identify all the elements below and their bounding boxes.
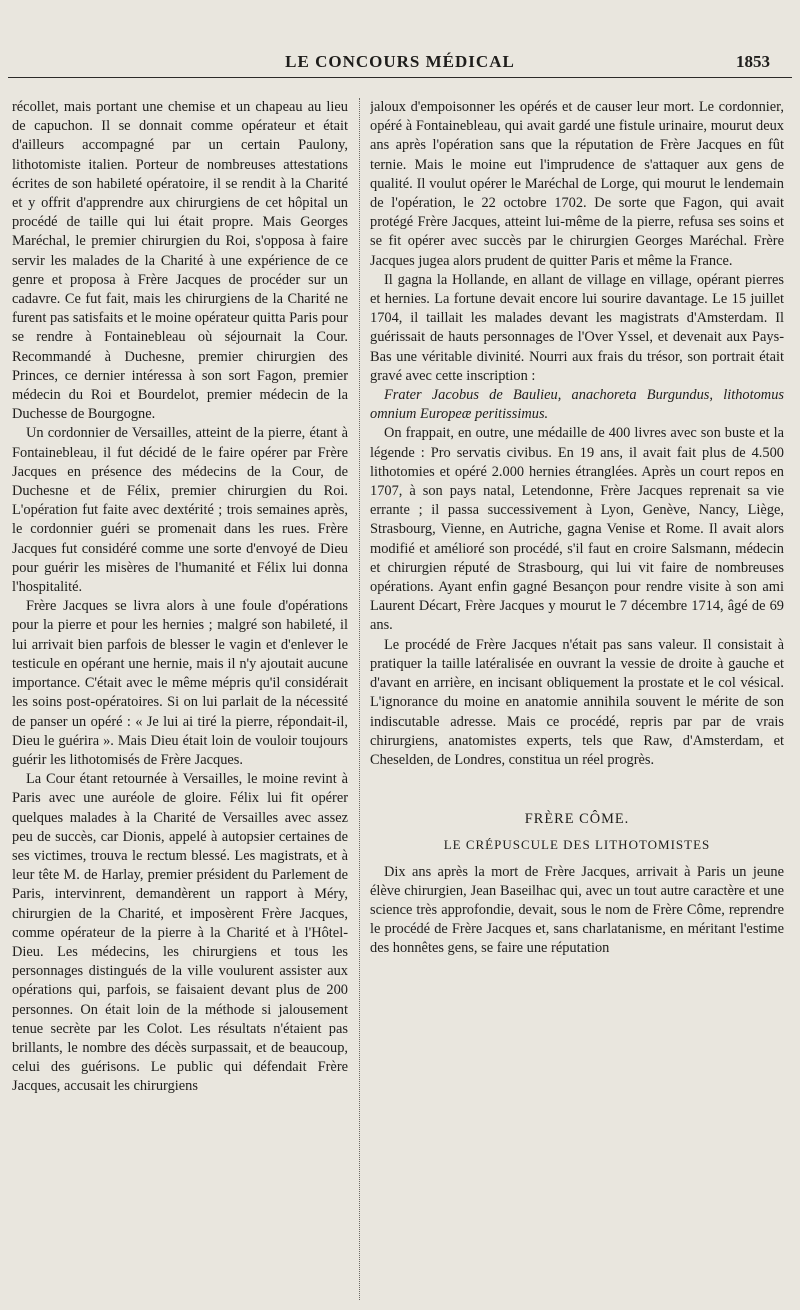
paragraph: récollet, mais portant une chemise et un chapeau au lieu de capuchon. Il se donnait comme opérateur et était d'ailleurs accompagné par un certain Paulony, lithotomiste italien. Porteur de nombreuses attestations écrites de son habileté opératoire, il se rendit à la Charité et y offrit d'apprendre aux chirurgiens de cet hôpital un procédé de taille qui lui était propre. Mais Georges Maréchal, le premier chirurgien du Roi, s'opposa à faire servir les malades de la Charité à une expérience de ce genre et proposa à Frère Jacques de procéder sur un cadavre. Ce fut fait, mais les chirurgiens de la Charité ne furent pas satisfaits et le moine opérateur quitta Paris pour se rendre à Fontainebleau où séjournait la Cour. Recommandé à Duchesne, premier chirurgien des Princes, ce dernier intéressa à son sort Fagon, premier médecin du Roi et Bourdelot, premier médecin de la Duchesse de Bourgogne. (12, 99, 348, 423)
page-header (30, 52, 770, 78)
latin-inscription: Frater Jacobus de Baulieu, anachoreta Burgundus, lithotomus omnium Europeæ peritissimus. (370, 387, 784, 423)
left-column (12, 98, 348, 1298)
right-column (370, 98, 784, 1298)
column-divider (359, 98, 360, 1300)
paragraph: Dix ans après la mort de Frère Jacques, arrivait à Paris un jeune élève chirurgien, Jean Baseilhac qui, avec un tout autre caractère et une science très approfondie, devait, sous le nom de Frère Côme, reprendre le procédé de Frère Jacques et, sans charlatanisme, en méritant l'estime des honnêtes gens, se faire une réputation (370, 863, 784, 957)
paragraph: Frère Jacques se livra alors à une foule d'opérations pour la pierre et pour les hernies ; malgré son habileté, il lui arrivait bien parfois de blesser le vagin et d'enlever le testicule en opérant une hernie, mais il n'y ajoutait aucune importance. C'était avec le même mépris qu'il considérait les soins post-opératoires. Si on lui parlait de la nécessité de panser un opéré : « Je lui ai tiré la pierre, répondait-il, Dieu le guérira ». Mais Dieu était loin de vouloir toujours guérir les lithotomisés de Frère Jacques. (12, 598, 348, 768)
page-number: 1853 (736, 52, 770, 71)
paragraph: Il gagna la Hollande, en allant de village en village, opérant pierres et hernies. La fortune devait encore lui sourire davantage. Le 15 juillet 1704, il taillait les malades devant les magistrats d'Amsterdam. Il guérissait de hauts personnages de l'Over Yssel, et devenait aux Pays-Bas une véritable divinité. Nourri aux frais du trésor, son portrait était gravé avec cette inscription : (370, 271, 784, 384)
paragraph: La Cour étant retournée à Versailles, le moine revint à Paris avec une auréole de gloire. Félix lui fit opérer quelques malades à la Charité de Versailles avec assez peu de succès, car Dionis, appelé à autopsier certaines de ses victimes, trouva le rectum blessé. Les magistrats, et à leur tête M. de Harlay, premier président du Parlement de Paris, intervinrent, demandèrent un rapport à Méry, chirurgien de la Charité, et imposèrent Frère Jacques, comme opérateur de la pierre à la Charité et à l'Hôtel-Dieu. Les médecins, les chirurgiens et tous les personnages distingués de la ville voulurent assister aux opérations qui, parfois, se faisaient devant plus de 200 personnes. On était loin de la méthode si jalousement tenue secrète par les Colot. Les résultats n'étaient pas brillants, le nombre des décès surpassait, et de beaucoup, celui des guérisons. Le public qui défendait Frère Jacques, accusait les chirurgiens (12, 771, 348, 1095)
paragraph: Un cordonnier de Versailles, atteint de la pierre, étant à Fontainebleau, il fut décidé de le faire opérer par Frère Jacques en présence des médecins de la Cour, de Duchesne et de Félix, premier chirurgien du Roi. L'opération fut faite avec dextérité ; trois semaines après, le cordonnier guéri se promenait dans les rues. Frère Jacques fut considéré comme une sorte d'envoyé de Dieu pour guérir les misères de l'humanité et Félix lui donna l'hospitalité. (12, 425, 348, 596)
section-title: FRÈRE CÔME. (524, 811, 630, 828)
header-rule (8, 77, 792, 78)
running-title: LE CONCOURS MÉDICAL (285, 52, 515, 71)
paragraph: On frappait, en outre, une médaille de 400 livres avec son buste et la légende : Pro servatis civibus. En 19 ans, il avait fait plus de 4.500 lithotomies et opéré 2.000 hernies étranglées. Après un court repos en 1707, à son pays natal, Letendonne, Frère Jacques reprenait sa vie errante ; il passa successivement à Lyon, Genève, Nancy, Liège, Strasbourg, Vienne, en Autriche, gagna Venise et Rome. Il avait alors modifié et amélioré son procédé, s'il faut en croire Salsmann, médecin et chirurgien réputé de Strasbourg, qui lui vit faire de nombreuses opérations. Ayant enfin gagné Besançon pour rendre visite à son ami Laurent Décart, Frère Jacques y mourut le 7 décembre 1714, âgé de 69 ans. (370, 425, 784, 634)
section-subtitle: LE CRÉPUSCULE DES LITHOTOMISTES (443, 837, 711, 853)
paragraph: jaloux d'empoisonner les opérés et de causer leur mort. Le cordonnier, opéré à Fontainebleau, qui avait gardé une fistule urinaire, mourut deux ans après l'opération sans que la réputation de Frère Jacques en fût ternie. Mais le moine eut l'imprudence de s'attaquer aux gens de qualité. Il voulut opérer le Maréchal de Lorge, qui mourut le lendemain de l'opération, le 22 octobre 1702. De sorte que Fagon, qui avait protégé Frère Jacques, atteint lui-même de la pierre, refusa ses soins et se fit opérer avec succès par le chirurgien Georges Maréchal. Frère Jacques jugea alors prudent de quitter Paris et même la France. (370, 99, 784, 269)
paragraph: Le procédé de Frère Jacques n'était pas sans valeur. Il consistait à pratiquer la taille latéralisée en ouvrant la vessie de droite à gauche et d'avant en arrière, en incisant obliquement la prostate et le col vésical. L'ignorance du moine en anatomie annihila souvent le mérite de son indiscutable adresse. Mais ce procédé, repris par par de vrais chirurgiens, anatomistes experts, tels que Raw, d'Amsterdam, et Cheselden, de Londres, constitua un réel progrès. (370, 636, 784, 768)
